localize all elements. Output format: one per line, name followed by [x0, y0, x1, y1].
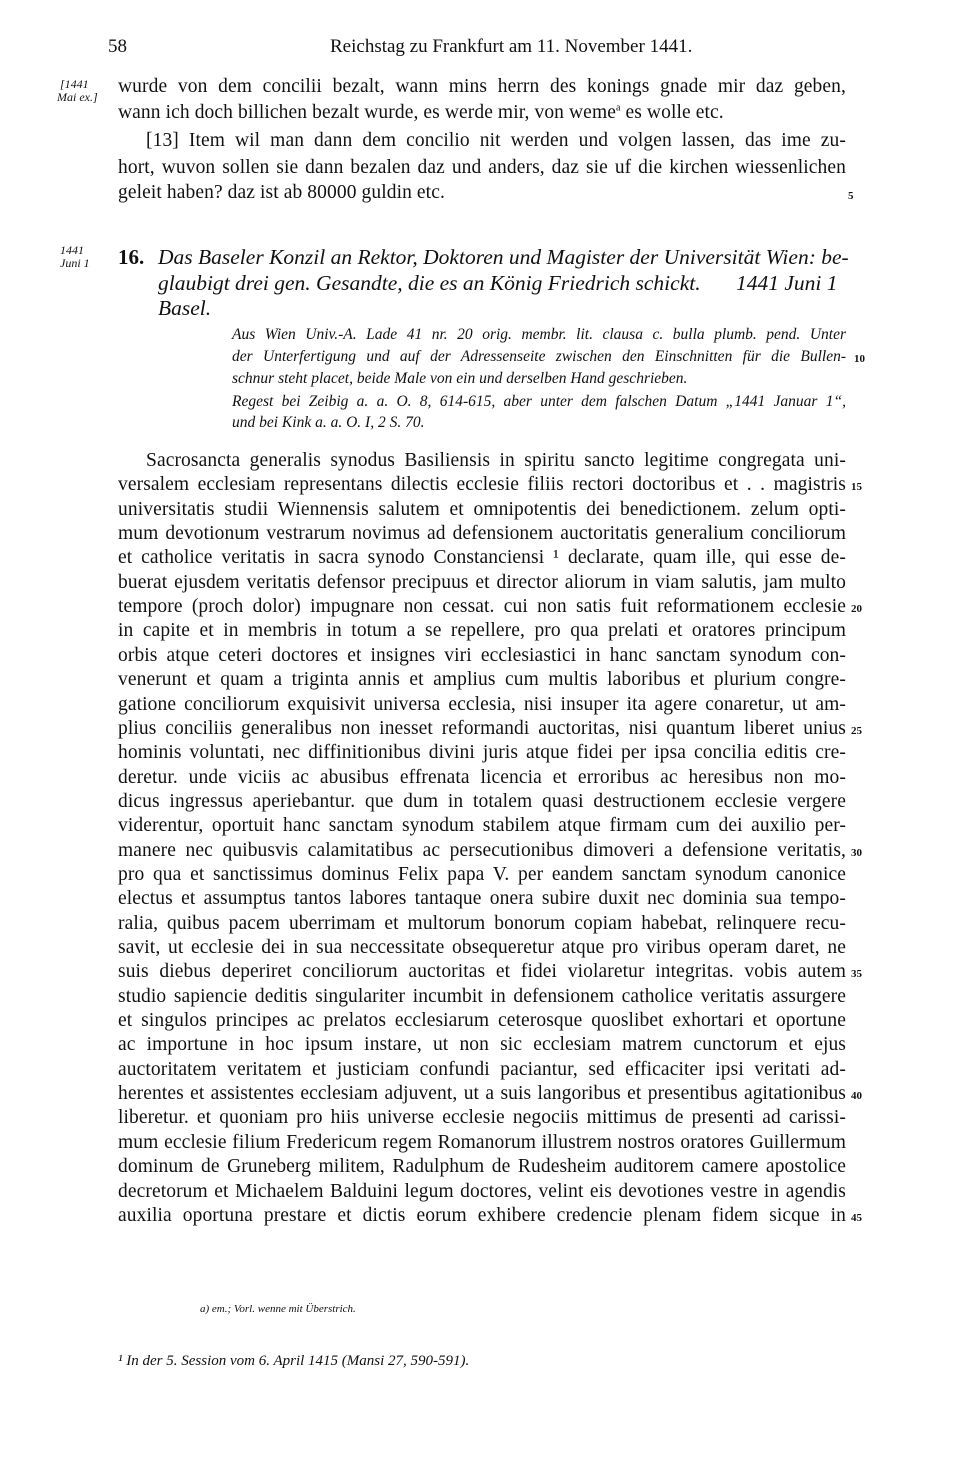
text-line: herentes et assistentes ecclesiam adjuvent, ut a suis langoribus et presentibus agitationibus	[118, 1083, 846, 1105]
text-line: pro qua et sanctissimus dominus Felix papa V. per eandem sanctam synodum canonice	[118, 863, 846, 885]
text-line: et catholice veritatis in sacra synodo Constanciensi ¹ declarate, quam ille, qui esse de-	[118, 547, 846, 569]
line-number: 40	[851, 1090, 862, 1103]
text-line: ralia, quibus pacem uberrimam et multorum bonorum copiam habebat, relinquere recu-	[118, 912, 846, 934]
text-line: et singulos principes ac prelatos ecclesiarum ceterosque quoslibet exhortari et oportune	[118, 1010, 846, 1032]
text-line: buerat ejusdem veritatis defensor precipuus et director aliorum in viam salutis, jam multo	[118, 571, 846, 593]
text-line: wurde von dem concilii bezalt, wann mins herrn des konings gnade mir daz geben,	[118, 76, 846, 97]
text-line: orbis atque ceteri doctores et insignes viri ecclesiastici in hanc sanctam synodum con-	[118, 644, 846, 666]
text-line: mum devotionum vestrarum novimus ad defensionem auctoritatis generalium conciliorum	[118, 523, 846, 545]
text-line: in capite et in membris in totum a se repellere, pro qua prelati et oratores principum	[118, 620, 846, 642]
title-line: Basel.	[158, 296, 212, 320]
text-line: liberetur. et quoniam pro hiis universe ecclesie negociis mittimus de presenti ad carissi-	[118, 1107, 846, 1129]
text-line: Sacrosancta generalis synodus Basiliensis in spiritu sancto legitime congregata uni-	[146, 450, 846, 471]
text-line: es wolle etc.	[620, 102, 724, 123]
margin-date-line2: Mai ex.]	[57, 90, 98, 104]
line-number: 5	[848, 190, 854, 202]
text-line: wann ich doch billichen bezalt wurde, es werde mir, von weme	[118, 102, 616, 123]
text-line: electus et assumptus tantos labores tantaque onera subire duxit nec dominia sua tempo-	[118, 888, 846, 910]
document-number: 16.	[118, 245, 145, 269]
footnote-1: ¹ In der 5. Session vom 6. April 1415 (Mansi 27, 590-591).	[118, 1353, 470, 1369]
footnote-a: a) em.; Vorl. wenne mit Überstrich.	[200, 1303, 356, 1315]
running-title: Reichstag zu Frankfurt am 11. November 1441.	[330, 36, 693, 57]
line-number: 35	[851, 968, 862, 981]
text-line: manere nec quibusvis calamitatibus ac persecutionibus dimoveri a defensione veritatis,	[118, 839, 846, 861]
title-line: Das Baseler Konzil an Rektor, Doktoren und Magister der Universität Wien: be-	[158, 245, 849, 269]
source-line: Regest bei Zeibig a. a. O. 8, 614-615, aber unter dem falschen Datum „1441 Januar 1“,	[232, 393, 846, 410]
line-number: 20	[851, 603, 862, 616]
text-line: viderentur, oportuit hanc sanctam synodum stabilem atque firmam cum dei auxilio per-	[118, 815, 846, 837]
text-line: hort, wuvon sollen sie dann bezalen daz und anders, daz sie uf die kirchen wiessenlichen	[118, 157, 846, 178]
page-number: 58	[108, 36, 127, 57]
line-number: 30	[851, 846, 862, 859]
margin-date-line2: Juni 1	[60, 256, 90, 270]
text-line: decretorum et Michaelem Balduini legum doctores, velint eis devotiones vestre in agendis	[118, 1180, 846, 1202]
source-line: Aus Wien Univ.-A. Lade 41 nr. 20 orig. membr. lit. clausa c. bulla plumb. pend. Unter	[232, 326, 846, 343]
text-line: auctoritatem veritatem et justiciam confundi paciantur, sed efficaciter ipsi veritati ad-	[118, 1058, 846, 1080]
text-line: universitatis studii Wiennensis salutem et omnipotentis dei benedictionem. zelum opti-	[118, 498, 846, 520]
text-line: tempore (proch dolor) impugnare non cessat. cui non satis fuit reformationem ecclesie	[118, 596, 846, 618]
text-line: plius conciliis generalibus non inesset reformandi auctoritas, nisi quantum liberet unius	[118, 717, 846, 739]
text-line: suis diebus deperiret conciliorum auctoritas et fidei violaretur integritas. vobis autem	[118, 961, 846, 983]
text-line: dicus ingressus aperiebantur. que dum in totalem quasi destructionem ecclesie vergere	[118, 790, 846, 812]
footnote-marker: a	[615, 102, 621, 114]
source-line: und bei Kink a. a. O. I, 2 S. 70.	[232, 414, 425, 431]
text-line: gatione conciliorum exquisivit universa ecclesia, nisi insuper ita agere conaretur, ut am-	[118, 693, 846, 715]
title-date: 1441 Juni 1	[736, 271, 838, 295]
text-line: mum ecclesie filium Fredericum regem Romanorum illustrem nostros oratores Guillermum	[118, 1131, 846, 1153]
text-line: studio sapiencie deditis singulariter incumbit in defensionem catholice veritatis assurgere	[118, 985, 846, 1007]
text-line: hominis voluntati, nec diffinitionibus divini juris atque fidei per ipsa concilia editis cre-	[118, 742, 846, 764]
text-line: venerunt et quam a triginta annis et amplius cum multis laboribus et plurium congre-	[118, 669, 846, 691]
text-line: auxilia oportuna prestare et dictis eorum exhibere credencie plenam fidem sicque in	[118, 1204, 846, 1226]
margin-date-line1: 1441	[60, 243, 84, 257]
line-number: 25	[851, 724, 862, 737]
line-number: 45	[851, 1211, 862, 1224]
margin-date-line1: [1441	[60, 77, 89, 91]
text-line: savit, ut ecclesie dei in sua neccessitate obsequeretur atque pro viribus operam daret, ne	[118, 937, 846, 958]
source-line: schnur steht placet, beide Male von ein und derselben Hand geschrieben.	[232, 370, 688, 387]
text-line: dominum de Gruneberg militem, Radulphum de Rudesheim auditorem camere apostolice	[118, 1156, 846, 1178]
text-line: geleit haben? daz ist ab 80000 guldin etc.	[118, 182, 445, 203]
line-number: 10	[854, 353, 865, 365]
source-line: der Unterfertigung und auf der Adressenseite zwischen den Einschnitten für die Bullen-	[232, 348, 846, 365]
text-line: ac importune in hoc ipsum instare, ut non sic ecclesiam matrem cunctorum et ejus	[118, 1034, 846, 1056]
title-line: glaubigt drei gen. Gesandte, die es an König Friedrich schickt.	[158, 271, 701, 295]
text-line: [13] Item wil man dann dem concilio nit werden und volgen lassen, das ime zu-	[146, 130, 846, 151]
text-line: versalem ecclesiam representans dilectis ecclesie filiis rectori doctoribus et . . magistris	[118, 474, 846, 496]
line-number: 15	[851, 481, 862, 494]
text-line: deretur. unde viciis ac abusibus effrenata licencia et erroribus ac heresibus non mo-	[118, 766, 846, 788]
